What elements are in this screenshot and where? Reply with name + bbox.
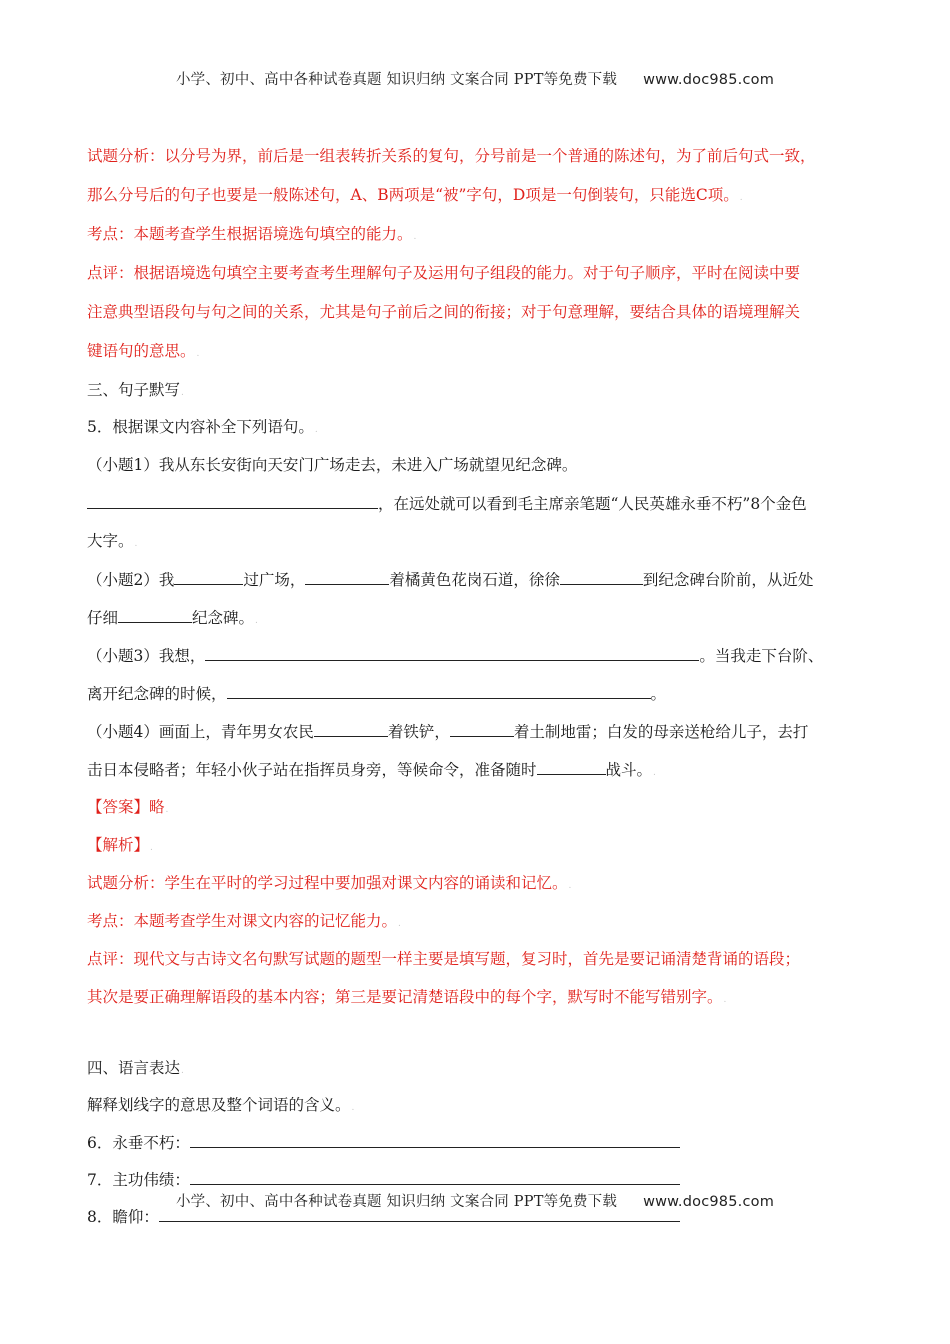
subquestion-1-end: 大字。. [87,532,138,550]
header-site-link[interactable]: www.doc985.com [643,72,775,88]
question-6: 6．永垂不朽： [87,1132,680,1153]
subquestion-4-line-1: （小题4）画面上，青年男女农民 着铁铲， 着土制地雷；白发的母亲送枪给儿子，去打 [87,723,809,741]
blank[interactable] [205,645,699,661]
page-footer [0,1190,950,1211]
footer-site-link[interactable]: www.doc985.com [643,1194,775,1210]
subquestion-2-line-2: 仔细 纪念碑。. [87,609,258,627]
blank[interactable] [87,493,378,509]
subquestion-1-intro: （小题1）我从东长安街向天安门广场走去，未进入广场就望见纪念碑。 [87,456,578,474]
section-4-title: 四、语言表达. [87,1059,184,1077]
dianping-2-line-1: 点评：现代文与古诗文名句默写试题的题型一样主要是填写题，复习时，首先是要记诵清楚背诵的语段； [87,950,801,968]
section-3-title: 三、句子默写. [87,381,184,399]
question-5: 5．根据课文内容补全下列语句。. [87,418,318,436]
blank[interactable] [118,607,192,623]
subquestion-3-line-1: （小题3）我想， 。当我走下台阶、 [87,647,824,665]
blank[interactable] [305,569,389,585]
analysis-line-2: 那么分号后的句子也要是一般陈述句，A、B两项是“被”字句，D项是一句倒装句，只能选C项。. [87,186,743,204]
analysis-2: 试题分析：学生在平时的学习过程中要加强对课文内容的诵读和记忆。. [87,874,572,892]
blank[interactable] [537,759,606,775]
subquestion-4-line-2: 击日本侵略者；年轻小伙子站在指挥员身旁，等候命令，准备随时 战斗。. [87,761,656,779]
dianping-1-line-2: 注意典型语段句与句之间的关系，尤其是句子前后之间的衔接；对于句意理解，要结合具体的语境理解关 [87,303,801,321]
blank[interactable] [314,721,388,737]
subquestion-1-line: ，在远处就可以看到毛主席亲笔题“人民英雄永垂不朽”8个金色 [87,493,807,514]
analysis-line-1: 试题分析：以分号为界，前后是一组表转折关系的复句，分号前是一个普通的陈述句，为了前后句式一致， [87,147,816,165]
question-8: 8．瞻仰： [87,1206,680,1227]
dianping-1-line-3: 键语句的意思。. [87,342,200,360]
blank[interactable] [174,569,243,585]
blank[interactable] [560,569,643,585]
answer: 【答案】略. [87,798,169,816]
subquestion-2-line-1: （小题2）我 过广场， 着橘黄色花岗石道，徐徐 到纪念碑台阶前，从近处 [87,571,814,589]
subquestion-3-line-2: 离开纪念碑的时候， 。 [87,685,667,703]
kaodian-2: 考点：本题考查学生对课文内容的记忆能力。. [87,912,401,930]
jiexi-heading: 【解析】. [87,836,153,854]
page-header [0,68,950,89]
blank[interactable] [190,1132,680,1148]
blank[interactable] [227,683,651,699]
header-text: 小学、初中、高中各种试卷真题 知识归纳 文案合同 PPT等免费下载 [175,72,618,88]
blank[interactable] [450,721,514,737]
question-7: 7．主功伟绩： [87,1169,680,1190]
instruction: 解释划线字的意思及整个词语的含义。. [87,1096,355,1114]
dianping-2-line-2: 其次是要正确理解语段的基本内容；第三是要记清楚语段中的每个字，默写时不能写错别字。. [87,988,727,1006]
blank[interactable] [190,1169,680,1185]
kaodian-1: 考点：本题考查学生根据语境选句填空的能力。. [87,225,417,243]
dianping-1-line-1: 点评：根据语境选句填空主要考查考生理解句子及运用句子组段的能力。对于句子顺序，平时在阅读中要 [87,264,801,282]
footer-text: 小学、初中、高中各种试卷真题 知识归纳 文案合同 PPT等免费下载 [175,1194,618,1210]
